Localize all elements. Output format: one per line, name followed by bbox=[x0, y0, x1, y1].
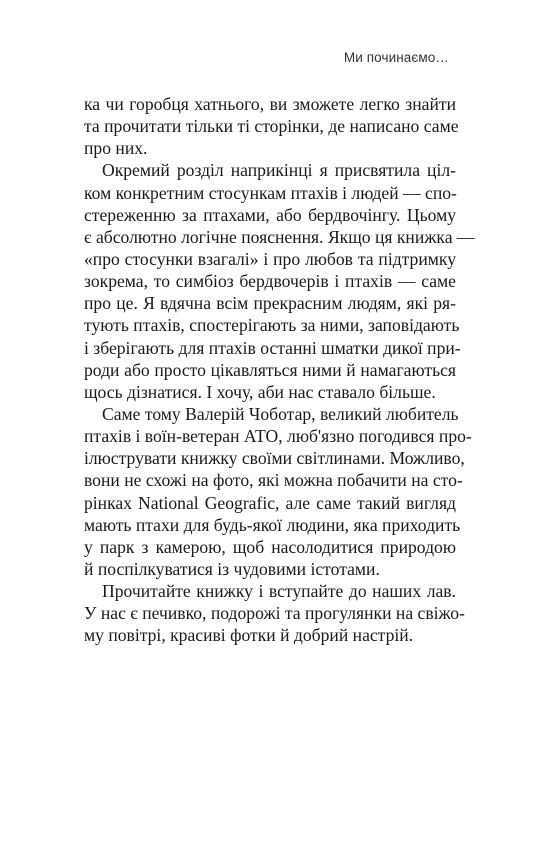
text-line: му повітрі, красиві фотки й добрий настрій. bbox=[84, 625, 414, 646]
text-line: роди або просто цікавляться ними й намагаються bbox=[84, 359, 456, 380]
text-line: та прочитати тільки ті сторінки, де написано саме bbox=[84, 116, 459, 137]
text-line: ілюструвати книжку своїми світлинами. Можливо, bbox=[84, 448, 465, 469]
text-line: Саме тому Валерій Чоботар, великий любитель bbox=[102, 403, 459, 424]
running-head: Ми починаємо… bbox=[343, 50, 449, 65]
text-line: тують птахів, спостерігають за ними, заповідають bbox=[84, 315, 460, 336]
text-line: вони не схожі на фото, які можна побачити на сто- bbox=[84, 470, 463, 491]
text-line: зокрема, то симбіоз бердвочерів і птахів — саме bbox=[84, 271, 456, 292]
paragraph-2 bbox=[84, 159, 475, 403]
text-line: стереженню за птахами, або бердвочінгу. Цьому bbox=[84, 204, 456, 225]
text-line: про них. bbox=[84, 138, 148, 159]
text-line: ком конкретним стосункам птахів і людей — спо- bbox=[84, 182, 457, 203]
text-line: про це. Я вдячна всім прекрасним людям, які ря- bbox=[84, 293, 456, 314]
text-line: мають птахи для будь-якої людини, яка приходить bbox=[84, 514, 461, 535]
paragraph-1 bbox=[84, 93, 459, 159]
body-text bbox=[84, 93, 475, 647]
text-line: рінках National Geografic, але саме такий вигляд bbox=[84, 492, 456, 513]
paragraph-4 bbox=[84, 580, 465, 646]
text-line: у парк з камерою, щоб насолодитися природою bbox=[84, 536, 456, 557]
text-line: У нас є печивко, подорожі та прогулянки на свіжо- bbox=[84, 603, 465, 624]
text-line: Прочитайте книжку і вступайте до наших лав. bbox=[102, 581, 456, 602]
text-line: ка чи горобця хатнього, ви зможете легко знайти bbox=[84, 94, 456, 114]
paragraph-3 bbox=[84, 403, 472, 580]
text-line: «про стосунки взагалі» і про любов та підтримку bbox=[84, 248, 456, 269]
text-line: й поспілкуватися із чудовими істотами. bbox=[84, 558, 380, 579]
text-line: є абсолютно логічне пояснення. Якщо ця книжка — bbox=[84, 226, 475, 247]
text-line: птахів і воїн-ветеран АТО, люб'язно погодився про- bbox=[84, 426, 472, 447]
text-line: і зберігають для птахів останні шматки дикої при- bbox=[84, 337, 461, 358]
text-line: Окремий розділ наприкінці я присвятила ціл- bbox=[102, 160, 456, 181]
text-line: щось дізнатися. І хочу, аби нас ставало більше. bbox=[84, 381, 436, 402]
